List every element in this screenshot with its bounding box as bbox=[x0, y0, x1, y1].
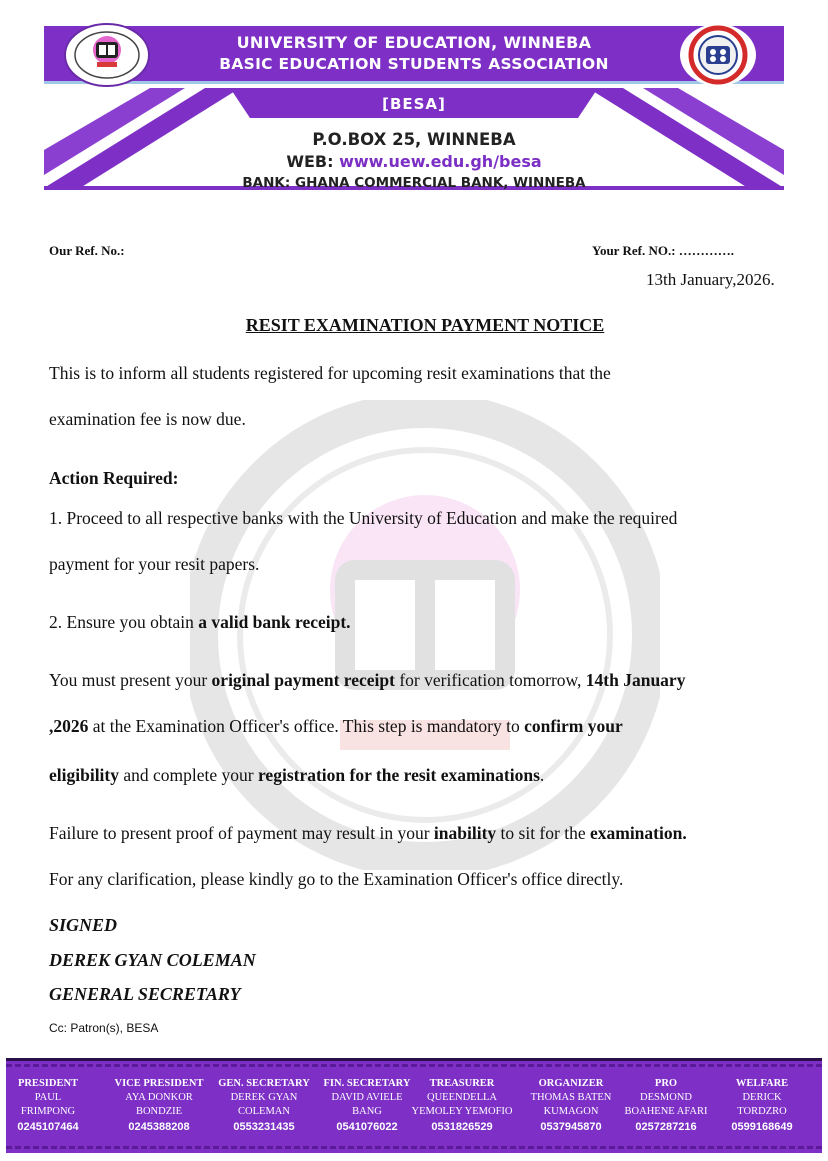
postal-address: P.O.BOX 25, WINNEBA bbox=[312, 130, 516, 149]
verification-text-a: You must present your bbox=[49, 670, 212, 690]
executive-phone[interactable]: 0257287216 bbox=[635, 1121, 697, 1133]
intro-line-2: examination fee is now due. bbox=[49, 409, 246, 429]
failure-emphasis-exam: examination. bbox=[589, 823, 687, 843]
executive-name-1: DEREK GYAN bbox=[230, 1092, 298, 1103]
executive-role: PRO bbox=[654, 1078, 678, 1089]
executive-name-2: FRIMPONG bbox=[20, 1106, 76, 1117]
our-reference: Our Ref. No.: bbox=[49, 243, 125, 258]
executive-name-2: COLEMAN bbox=[238, 1106, 290, 1117]
notice-title: RESIT EXAMINATION PAYMENT NOTICE bbox=[245, 315, 605, 335]
executive-role: TREASURER bbox=[429, 1078, 495, 1089]
step-1-line-2: payment for your resit papers. bbox=[49, 554, 260, 574]
executive-fin-secretary bbox=[315, 1077, 419, 1135]
executive-phone[interactable]: 0541076022 bbox=[336, 1121, 398, 1133]
executive-president bbox=[0, 1077, 100, 1135]
failure-warning bbox=[49, 823, 687, 844]
bank-line: BANK: GHANA COMMERCIAL BANK, WINNEBA bbox=[242, 175, 586, 191]
executive-pro bbox=[614, 1077, 718, 1135]
executive-role: ORGANIZER bbox=[538, 1078, 604, 1089]
verification-emphasis-receipt: original payment receipt bbox=[211, 670, 395, 690]
executive-name-1: AYA DONKOR bbox=[125, 1092, 193, 1103]
failure-text-a: Failure to present proof of payment may result in your bbox=[49, 823, 434, 843]
executive-name-1: PAUL bbox=[34, 1092, 62, 1103]
verification-line-2 bbox=[49, 716, 623, 737]
signed-label: SIGNED bbox=[49, 915, 118, 935]
executive-name-1: THOMAS BATEN bbox=[530, 1092, 612, 1103]
step-2 bbox=[49, 612, 351, 633]
executive-phone[interactable]: 0553231435 bbox=[233, 1121, 295, 1133]
executive-name-2: KUMAGON bbox=[543, 1106, 599, 1117]
verification-text-f: at the Examination Officer's office. This step is mandatory to bbox=[88, 716, 525, 736]
university-name: UNIVERSITY OF EDUCATION, WINNEBA bbox=[236, 33, 592, 52]
verification-emphasis-eligibility: eligibility bbox=[49, 765, 119, 785]
executive-name-1: DESMOND bbox=[640, 1092, 692, 1103]
association-acronym: [BESA] bbox=[382, 95, 446, 113]
step-2-text: 2. Ensure you obtain bbox=[49, 612, 199, 632]
clarification-line: For any clarification, please kindly go to the Examination Officer's office directly. bbox=[49, 869, 624, 889]
executive-name-2: BONDZIE bbox=[135, 1106, 183, 1117]
step-2-emphasis: a valid bank receipt. bbox=[198, 612, 351, 632]
executive-phone[interactable]: 0531826529 bbox=[431, 1121, 493, 1133]
cc-line: Cc: Patron(s), BESA bbox=[49, 1021, 159, 1035]
executive-phone[interactable]: 0599168649 bbox=[731, 1121, 793, 1133]
executive-role: WELFARE bbox=[735, 1078, 789, 1089]
executive-role: VICE PRESIDENT bbox=[114, 1078, 204, 1089]
verification-text-c: for verification tomorrow, bbox=[394, 670, 586, 690]
executive-role: PRESIDENT bbox=[17, 1078, 79, 1089]
executive-organizer bbox=[519, 1077, 623, 1135]
letter-date: 13th January,2026. bbox=[646, 270, 775, 289]
footer-dash-top bbox=[6, 1064, 822, 1067]
executive-name-2: TORDZRO bbox=[737, 1106, 787, 1117]
executive-name-1: DERICK bbox=[742, 1092, 782, 1103]
footer-dash-bottom bbox=[6, 1146, 822, 1149]
executive-role: FIN. SECRETARY bbox=[323, 1078, 411, 1089]
website-line bbox=[0, 152, 828, 171]
executive-phone[interactable]: 0245388208 bbox=[128, 1121, 190, 1133]
executive-treasurer bbox=[410, 1077, 514, 1135]
executive-role: GEN. SECRETARY bbox=[218, 1078, 310, 1089]
executive-name-2: BANG bbox=[352, 1106, 382, 1117]
step-1-line-1: 1. Proceed to all respective banks with the University of Education and make the required bbox=[49, 508, 678, 528]
executive-phone[interactable]: 0537945870 bbox=[540, 1121, 602, 1133]
executive-name-2: BOAHENE AFARI bbox=[624, 1106, 708, 1117]
verification-text-i: and complete your bbox=[119, 765, 258, 785]
failure-text-c: to sit for the bbox=[496, 823, 590, 843]
action-heading: Action Required: bbox=[49, 468, 179, 488]
verification-text-k: . bbox=[539, 765, 545, 785]
verification-emphasis-confirm: confirm your bbox=[524, 716, 623, 736]
executive-welfare bbox=[710, 1077, 814, 1135]
executive-name-1: DAVID AVIELE bbox=[331, 1092, 403, 1103]
verification-line-3 bbox=[49, 765, 544, 786]
executive-name-2: YEMOLEY YEMOFIO bbox=[411, 1106, 513, 1117]
failure-emphasis-inability: inability bbox=[433, 823, 497, 843]
executive-name-1: QUEENDELLA bbox=[427, 1092, 497, 1103]
website-url[interactable]: www.uew.edu.gh/besa bbox=[339, 152, 542, 171]
association-name: BASIC EDUCATION STUDENTS ASSOCIATION bbox=[219, 55, 609, 73]
executive-vice-president bbox=[107, 1077, 211, 1135]
executive-gen-secretary bbox=[212, 1077, 316, 1135]
verification-emphasis-registration: registration for the resit examinations bbox=[257, 765, 540, 785]
website-label: WEB: bbox=[286, 152, 334, 171]
intro-line-1: This is to inform all students registered for upcoming resit examinations that the bbox=[49, 363, 611, 383]
executive-phone[interactable]: 0245107464 bbox=[17, 1121, 79, 1133]
besa-watermark-seal bbox=[190, 400, 660, 870]
letterhead bbox=[0, 0, 828, 200]
signatory-position: GENERAL SECRETARY bbox=[49, 984, 241, 1004]
verification-emphasis-date: 14th January bbox=[585, 670, 686, 690]
verification-line-1 bbox=[49, 670, 685, 691]
your-reference: Your Ref. NO.: …………. bbox=[592, 243, 735, 258]
signatory-name: DEREK GYAN COLEMAN bbox=[49, 950, 256, 970]
verification-emphasis-year: ,2026 bbox=[49, 716, 89, 736]
